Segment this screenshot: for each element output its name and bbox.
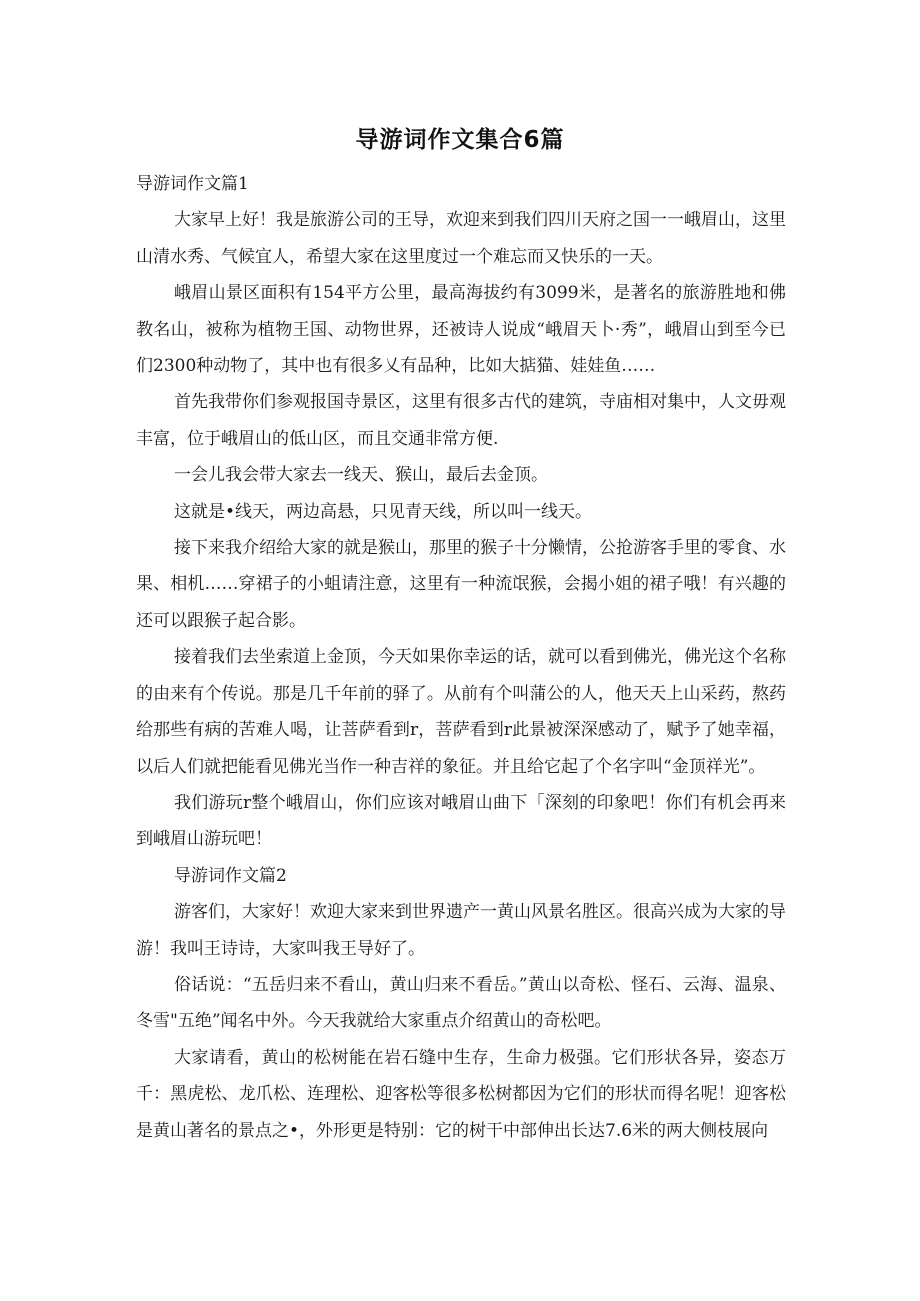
document-body [136, 166, 786, 1149]
paragraph: 峨眉山景区面积有154平方公里，最高海拔约有3099米，是著名的旅游胜地和佛教名山，被称为植物王国、动物世界，还被诗人说成“峨眉天卜·秀”，峨眉山到至今已们2300种动物了，其中也有很多乂有品种，比如大掂猫、娃娃鱼…… [136, 283, 786, 377]
paragraph: 我们游玩r整个峨眉山，你们应该对峨眉山曲下「深刻的印象吧！你们有机会再来到峨眉山游玩吧！ [136, 792, 786, 850]
paragraph: 接下来我介绍给大家的就是猴山，那里的猴子十分懒情，公抢游客手里的零食、水果、相机……穿裙子的小蛆请注意，这里有一种流氓猴，会揭小姐的裙子哦！有兴趣的还可以跟猴子起合影。 [136, 538, 786, 631]
paragraph: 一会儿我会带大家去一线天、猴山，最后去金顶。 [174, 465, 548, 486]
paragraph: 大家早上好！我是旅游公司的王导，欢迎来到我们四川天府之国一一峨眉山，这里山清水秀、气候宜人，希望大家在这里度过一个难忘而又快乐的一天。 [136, 210, 786, 267]
paragraph: 游客们，大家好！欢迎大家来到世界遗产一黄山风景名胜区。很高兴成为大家的导游！我叫王诗诗，大家叫我王导好了。 [136, 902, 786, 959]
paragraph: 这就是•线天，两边高悬，只见青天线，所以叫一线天。 [174, 501, 593, 522]
paragraph: 首先我带你们参观报国寺景区，这里有很多古代的建筑，寺庙相对集中，人文毋观丰富，位于峨眉山的低山区，而且交通非常方便. [136, 392, 786, 449]
paragraph: 接着我们去坐索道上金顶，今天如果你幸运的话，就可以看到佛光，佛光这个名称的由来有个传说。那是几千年前的驿了。从前有个叫蒲公的人，他天天上山采药，熬药给那些有病的苦难人喝，让菩萨看到r，菩萨看到r此景被深深感动了，赋予了她幸福，以后人们就把能看见佛光当作一种吉祥的象征。并且给它起了个名字叫“金顶祥光”。 [136, 647, 786, 777]
section-heading-2: 导游词作文篇2 [174, 865, 287, 886]
paragraph: 俗话说：“五岳归来不看山，黄山归来不看岳。”黄山以奇松、怪石、云海、温泉、冬雪"五绝”闻名中外。今天我就给大家重点介绍黄山的奇松吧。 [136, 974, 786, 1032]
document-title: 导游词作文集合6篇 [355, 127, 565, 153]
paragraph: 大家请看，黄山的松树能在岩石缝中生存，生命力极强。它们形状各异，姿态万千：黑虎松、龙爪松、连理松、迎客松等很多松树都因为它们的形状而得名呢！迎客松是黄山著名的景点之•，外形更是特别：它的树干中部伸出长达7.6米的两大侧枝展向 [136, 1047, 786, 1141]
section-heading-1: 导游词作文篇1 [136, 174, 249, 194]
